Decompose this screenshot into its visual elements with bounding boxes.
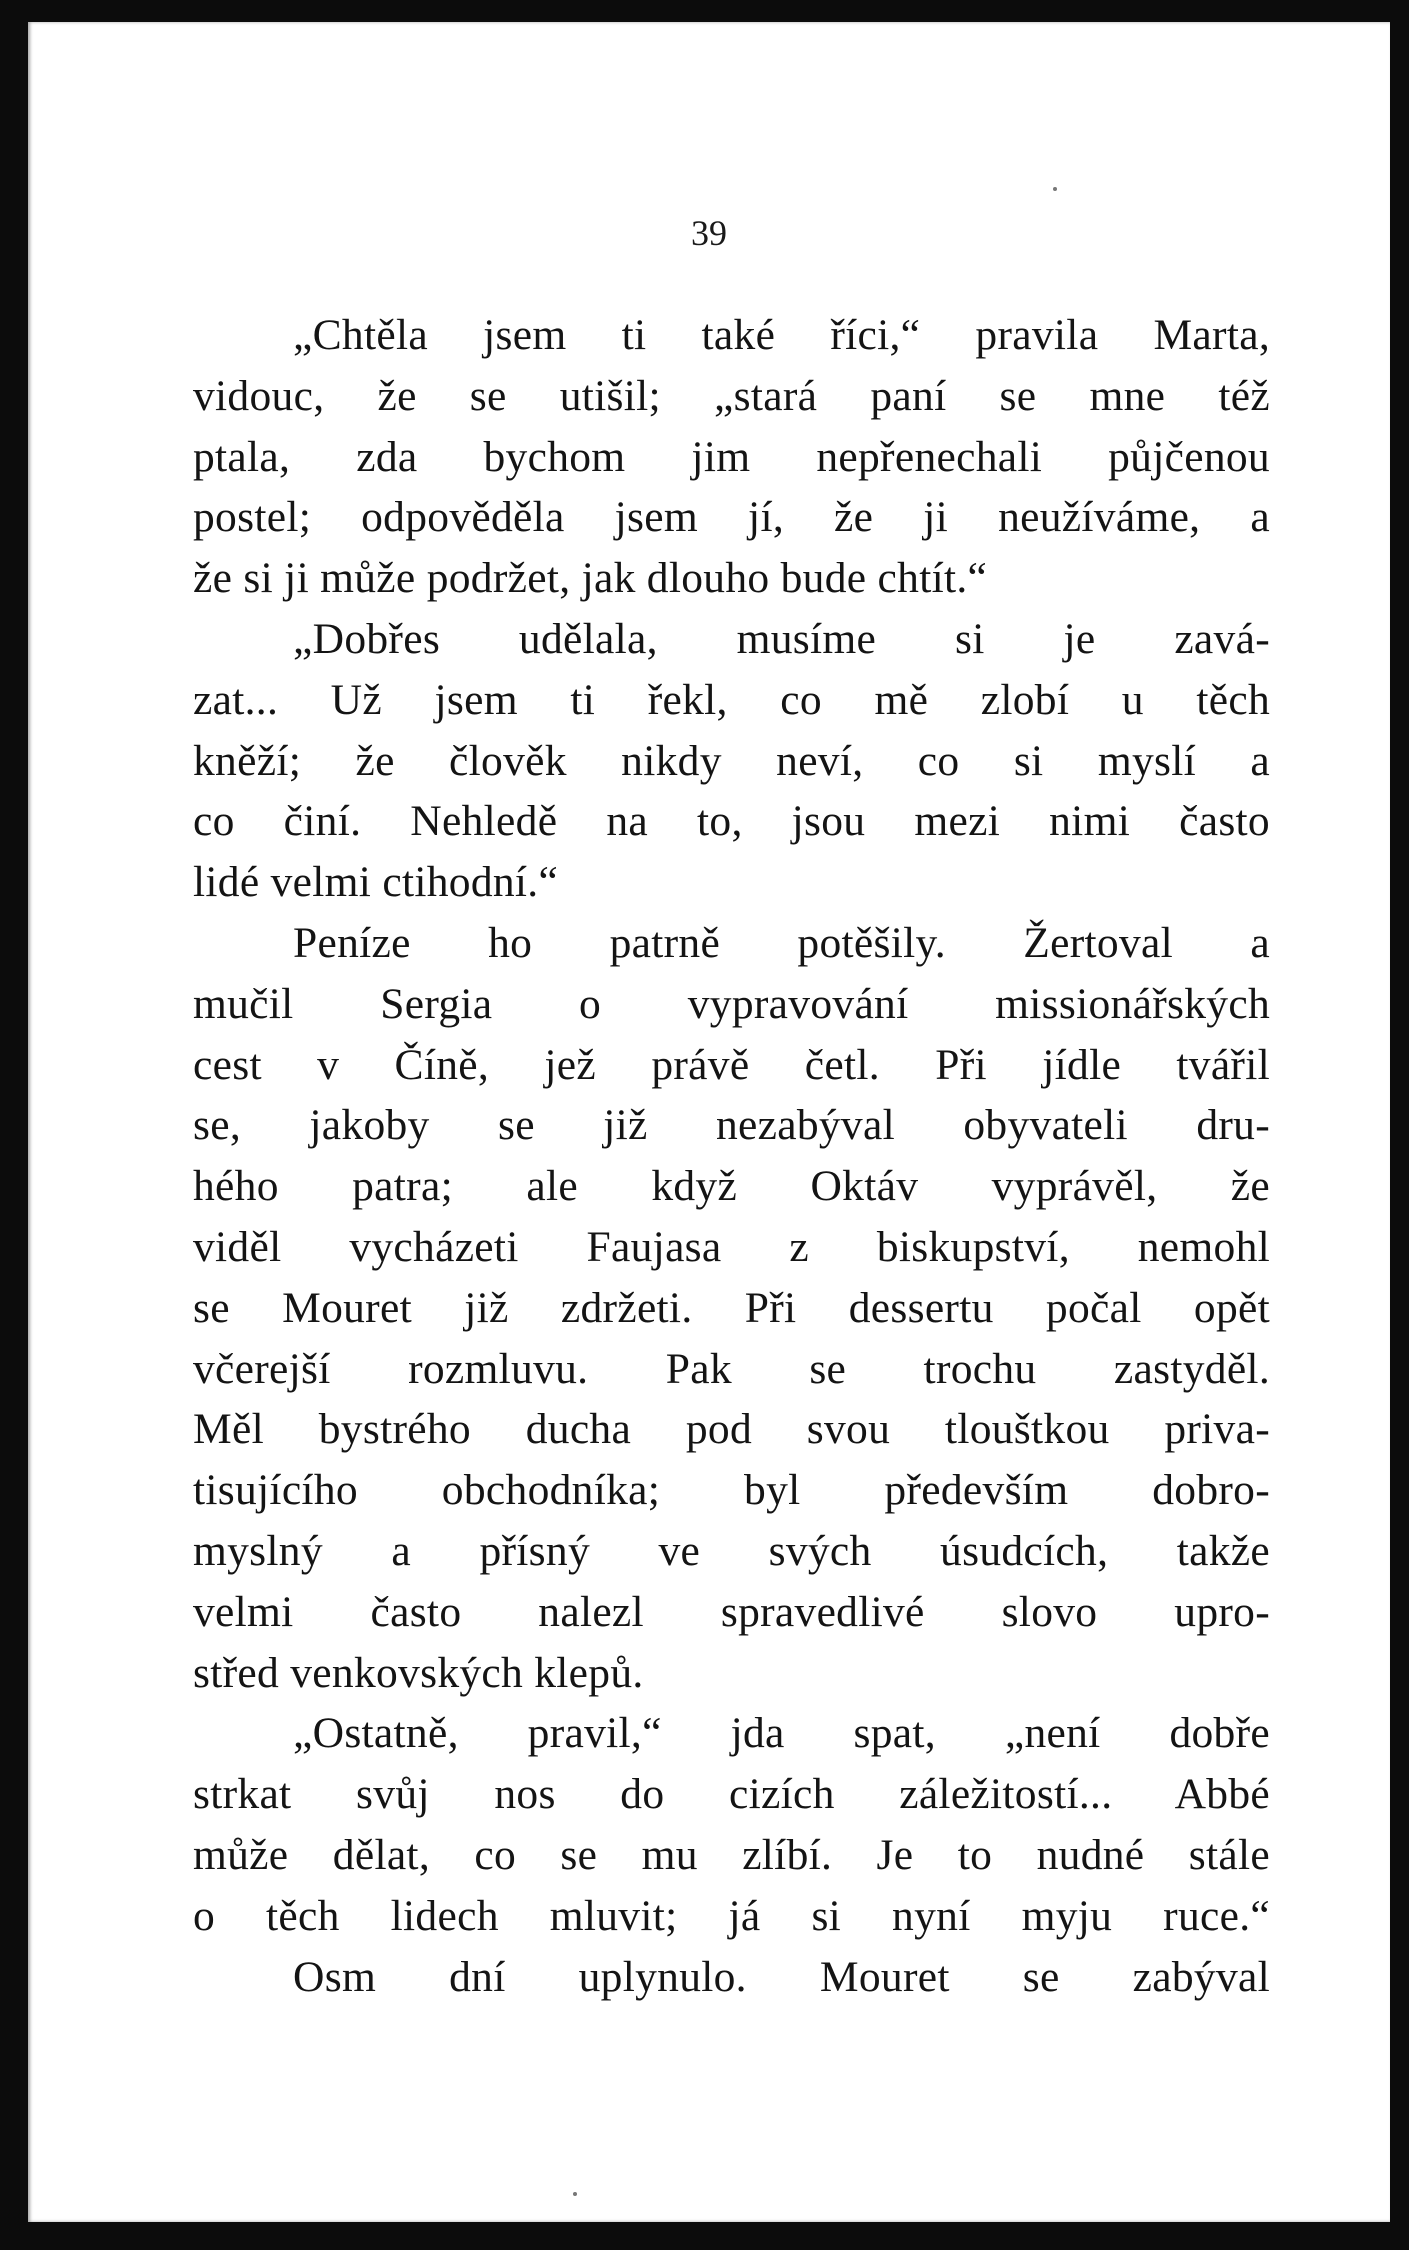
text-line: viděl vycházeti Faujasa z biskupství, nemohl bbox=[193, 1222, 1270, 1271]
text-line: postel; odpověděla jsem jí, že ji neužíváme, a bbox=[193, 493, 1270, 542]
text-line: střed venkovských klepů. bbox=[193, 1648, 644, 1697]
text-line: včerejší rozmluvu. Pak se trochu zastyděl. bbox=[193, 1344, 1270, 1393]
text-line: velmi často nalezl spravedlivé slovo upro- bbox=[193, 1587, 1270, 1636]
text-line: tisujícího obchodníka; byl především dobro- bbox=[193, 1466, 1270, 1515]
text-line: o těch lidech mluvit; já si nyní myju ruce.“ bbox=[193, 1891, 1270, 1940]
book-page bbox=[28, 22, 1390, 2222]
text-line: ptala, zda bychom jim nepřenechali půjčenou bbox=[193, 432, 1270, 481]
text-line: že si ji může podržet, jak dlouho bude chtít.“ bbox=[193, 554, 988, 603]
text-line: se, jakoby se již nezabýval obyvateli dru- bbox=[193, 1101, 1270, 1150]
text-line: mučil Sergia o vypravování missionářských bbox=[193, 979, 1270, 1028]
body-text bbox=[193, 305, 1270, 2007]
text-line: co činí. Nehledě na to, jsou mezi nimi často bbox=[193, 797, 1270, 846]
text-line: se Mouret již zdržeti. Při dessertu počal opět bbox=[193, 1283, 1270, 1332]
text-line: cest v Číně, jež právě četl. Při jídle tvářil bbox=[193, 1040, 1270, 1089]
paper-speck bbox=[573, 2192, 577, 2196]
text-line: Osm dní uplynulo. Mouret se zabýval bbox=[293, 1952, 1270, 2001]
page-number: 39 bbox=[691, 213, 727, 253]
text-line: může dělat, co se mu zlíbí. Je to nudné stále bbox=[193, 1830, 1270, 1879]
text-line: „Ostatně, pravil,“ jda spat, „není dobře bbox=[293, 1709, 1270, 1758]
paper-speck bbox=[1053, 187, 1057, 191]
text-line: „Chtěla jsem ti také říci,“ pravila Marta, bbox=[293, 311, 1270, 359]
text-line: kněží; že člověk nikdy neví, co si myslí a bbox=[193, 736, 1270, 785]
text-line: Peníze ho patrně potěšily. Žertoval a bbox=[293, 918, 1270, 967]
text-line: myslný a přísný ve svých úsudcích, takže bbox=[193, 1526, 1270, 1575]
text-line: hého patra; ale když Oktáv vyprávěl, že bbox=[193, 1162, 1270, 1211]
text-line: „Dobřes udělala, musíme si je zavá- bbox=[293, 614, 1270, 663]
text-line: zat... Už jsem ti řekl, co mě zlobí u těch bbox=[193, 675, 1270, 724]
text-line: lidé velmi ctihodní.“ bbox=[193, 858, 559, 907]
text-line: strkat svůj nos do cizích záležitostí... Abbé bbox=[193, 1770, 1270, 1819]
text-line: vidouc, že se utišil; „stará paní se mne též bbox=[193, 371, 1270, 420]
text-line: Měl bystrého ducha pod svou tlouštkou priva- bbox=[193, 1405, 1270, 1454]
